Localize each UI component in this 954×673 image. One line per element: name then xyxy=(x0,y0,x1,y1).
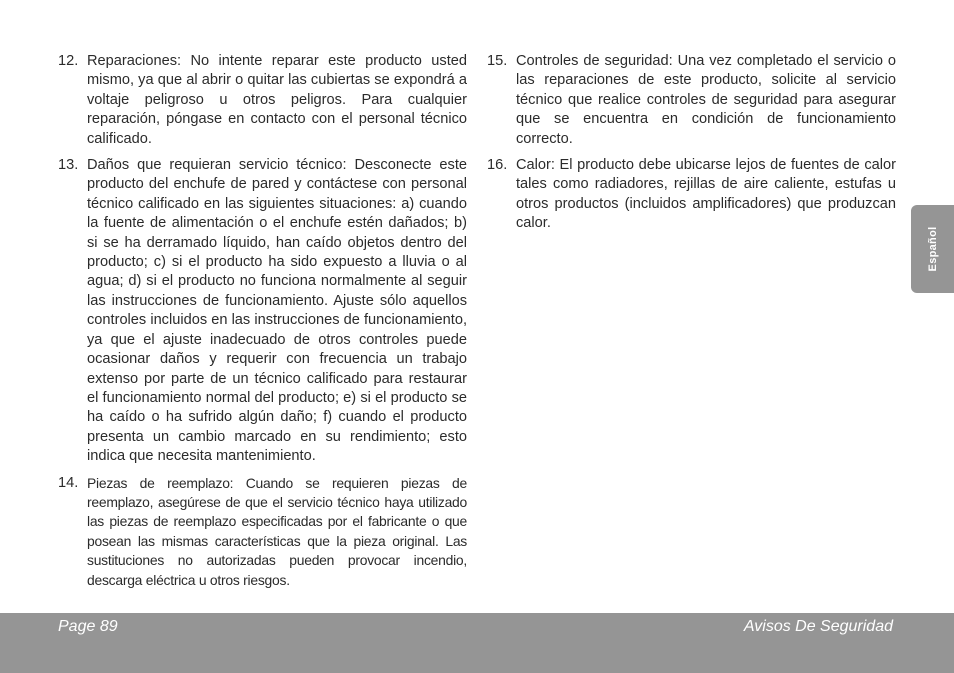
item-text: Piezas de reemplazo: Cuando se requieren piezas de reemplazo, asegúrese de que el servicio técnico haya utilizado las piezas de reemplazo especificadas por el fabricante o que posean las mismas características que la pieza original. Las sustituciones no autorizadas pueden provocar incendio, descarga eléctrica u otros riesgos. xyxy=(87,474,467,588)
list-item xyxy=(58,52,467,149)
item-text: Calor: El producto debe ubicarse lejos de fuentes de calor tales como radiadores, rejillas de aire caliente, estufas u otros productos (incluidos amplificadores) que produzcan calor. xyxy=(516,157,896,232)
right-column xyxy=(487,52,896,241)
item-number: 15. xyxy=(487,53,508,69)
section-title: Avisos De Seguridad xyxy=(743,618,893,635)
list-item xyxy=(487,52,896,149)
list-item xyxy=(58,156,467,467)
language-tab-label: Español xyxy=(926,226,939,272)
list-item xyxy=(58,474,467,590)
item-number: 13. xyxy=(58,157,79,174)
page-footer xyxy=(0,613,954,673)
item-number: 16. xyxy=(487,157,508,174)
item-number: 14. xyxy=(58,474,79,491)
left-column xyxy=(58,52,467,597)
item-number: 12. xyxy=(58,53,79,69)
list-item xyxy=(487,156,896,234)
item-text: Daños que requieran servicio técnico: Desconecte este producto del enchufe de pared y contáctese con personal técnico calificado en las siguientes situaciones: a) cuando la fuente de alimentación o el enchufe estén dañados; b) si se ha derramado líquido, han caído objetos dentro del producto; c) si el producto ha sido expuesto a lluvia o al agua; d) si el producto no funciona normalmente al seguir las instrucciones de funcionamiento. Ajuste sólo aquellos controles incluidos en las instrucciones de funcionamiento, ya que el ajuste inadecuado de otros controles puede ocasionar daños y requerir con frecuencia un trabajo extenso por parte de un técnico calificado para restaurar el funcionamiento normal del producto; e) si el producto se ha caído o ha sufrido algún daño; f) cuando el producto presenta un cambio marcado en su rendimiento; esto indica que necesita mantenimiento. xyxy=(87,157,467,465)
page-number: Page 89 xyxy=(58,618,118,635)
language-tab xyxy=(911,205,954,293)
item-text: Reparaciones: No intente reparar este producto usted mismo, ya que al abrir o quitar las cubiertas se expondrá a voltaje peligroso u otros peligros. Para cualquier reparación, póngase en contacto con el personal técnico calificado. xyxy=(87,53,467,147)
item-text: Controles de seguridad: Una vez completado el servicio o las reparaciones de este producto, solicite al servicio técnico que realice controles de seguridad para asegurar que se encuentra en condición de funcionamiento correcto. xyxy=(516,53,896,147)
